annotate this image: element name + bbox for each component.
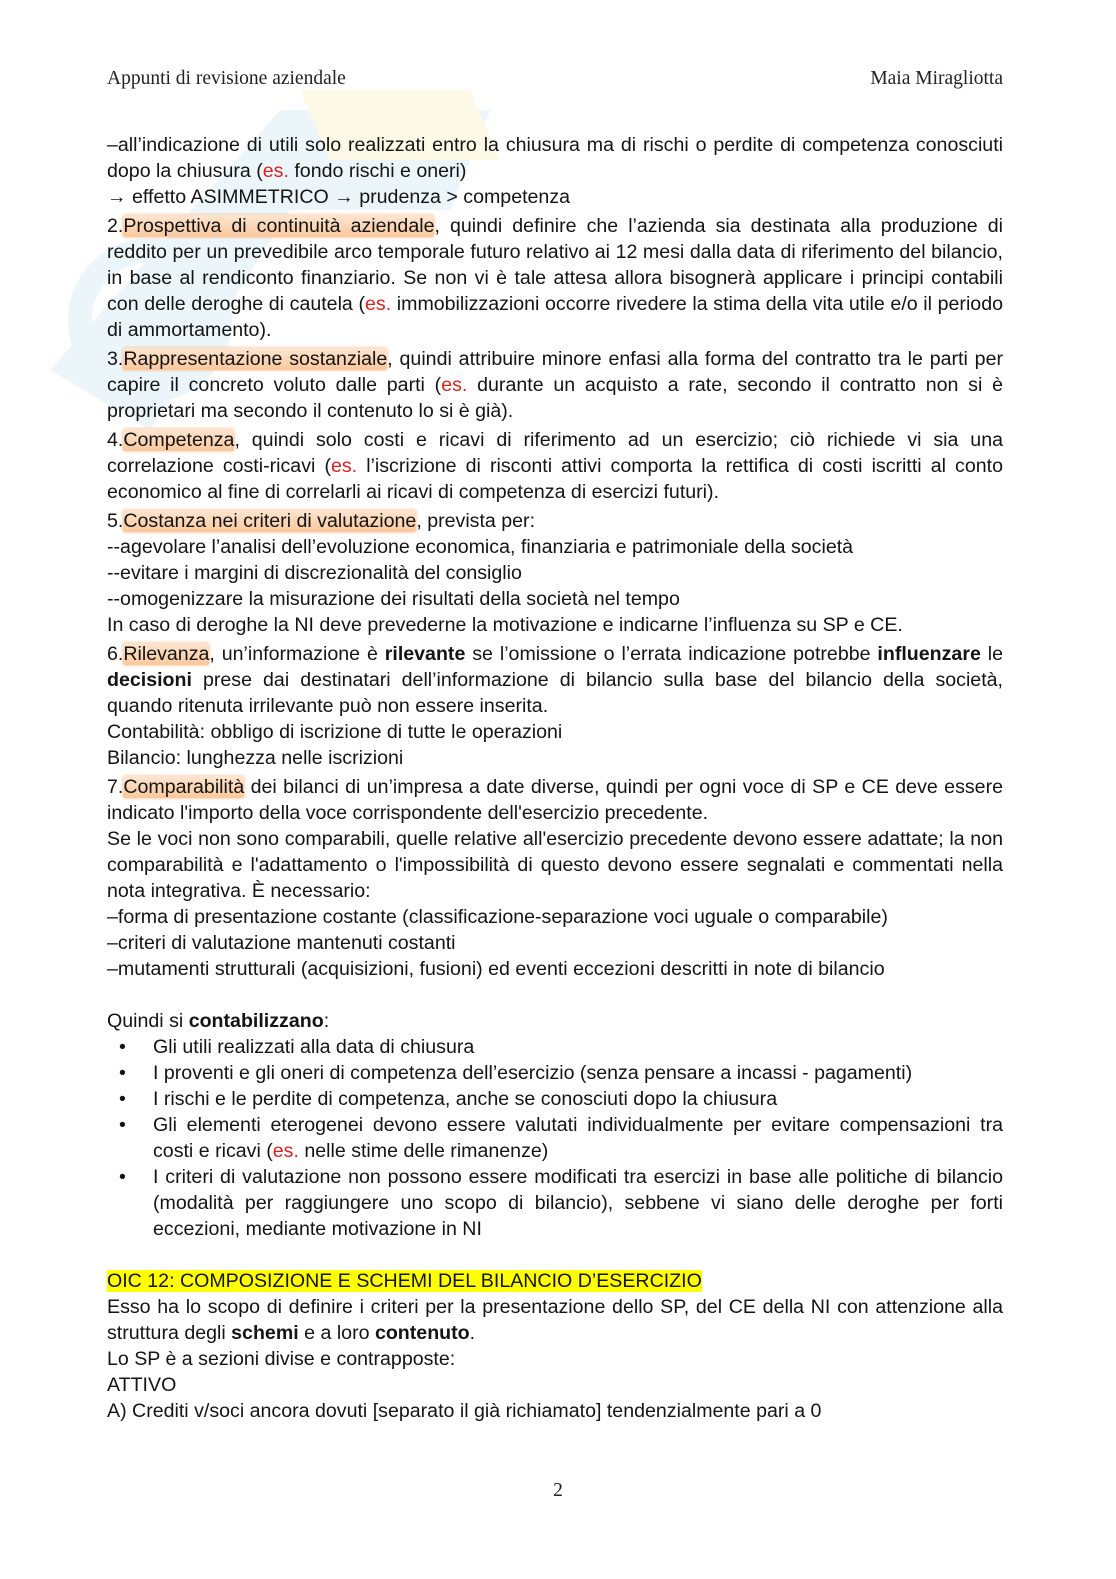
comparability-paragraph: Se le voci non sono comparabili, quelle relative all'esercizio precedente devono essere adattate; la non comparabilità e l'adattamento o l'impossibilità di questo devono essere segnalati e commentati nella nota integrativa. È necessario: [107,828,1003,902]
principle-3: 3.Rappresentazione sostanziale, quindi attribuire minore enfasi alla forma del contratto tra le parti per capire il concreto voluto dalle parti (es. durante un acquisto a rate, secondo il contratto non si è proprietari ma secondo il contenuto lo si è già). [107,348,1003,422]
principle-7: 7.Comparabilità dei bilanci di un’impresa a date diverse, quindi per ogni voce di SP e CE deve essere indicato l'importo della voce corrispondente dell'esercizio precedente. [107,776,1003,824]
bullet-icon: • [119,1088,126,1110]
bullet-icon: • [119,1114,126,1136]
attivo-line: ATTIVO [107,1374,177,1396]
es-marker: es. [441,374,468,396]
principle-5: 5.Costanza nei criteri di valutazione, prevista per: [107,510,536,532]
list-item: --evitare i margini di discrezionalità del consiglio [107,562,522,584]
bilancio-line: Bilancio: lunghezza nelle iscrizioni [107,747,404,769]
principle-2: 2.Prospettiva di continuità aziendale, quindi definire che l’azienda sia destinata alla produzione di reddito per un prevedibile arco temporale futuro relativo ai 12 mesi dalla data di riferimento del bilancio, in base al rendiconto finanziario. Se non vi è tale attesa allora bisognerà applicare i principi contabili con delle deroghe di cautela (es. immobilizzazioni occorre rivedere la stima della vita utile e/o il periodo di ammortamento). [107,215,1003,341]
bullet-icon: • [119,1166,126,1188]
list-item: --omogenizzare la misurazione dei risultati della società nel tempo [107,588,680,610]
page-number: 2 [553,1480,563,1501]
quindi-heading: Quindi si contabilizzano: [107,1010,330,1032]
header-author: Maia Miragliotta [870,68,1003,89]
principle-title: Rilevanza [123,643,210,665]
list-item: --agevolare l’analisi dell’evoluzione economica, finanziaria e patrimoniale della società [107,536,854,558]
es-marker: es. [262,160,289,182]
principle-6: 6.Rilevanza, un’informazione è rilevante se l’omissione o l’errata indicazione potrebbe influenzare le decisioni prese dai destinatari dell’informazione di bilancio sulla base del bilancio della società, quando ritenuta irrilevante può non essere inserita. [107,643,1003,717]
principle-title: Competenza [123,429,235,451]
oic-section-title: OIC 12: COMPOSIZIONE E SCHEMI DEL BILANCIO D’ESERCIZIO [107,1270,702,1292]
bullet-list [107,1034,1003,1242]
bullet-item: • Gli elementi eterogenei devono essere valutati individualmente per evitare compensazioni tra costi e ricavi (es. nelle stime delle rimanenze) [119,1114,1003,1162]
es-marker: es. [365,293,392,315]
principle-title: Comparabilità [123,776,245,798]
intro-arrow-line: → effetto ASIMMETRICO → prudenza > competenza [107,186,571,208]
principle-title: Costanza nei criteri di valutazione [123,510,417,532]
bullet-item: • Gli utili realizzati alla data di chiusura [119,1036,475,1058]
bullet-item: • I rischi e le perdite di competenza, anche se conosciuti dopo la chiusura [119,1088,778,1110]
contabilita-line: Contabilità: obbligo di iscrizione di tutte le operazioni [107,721,563,743]
bullet-icon: • [119,1062,126,1084]
bullet-icon: • [119,1036,126,1058]
running-header [107,68,1003,90]
sp-line: Lo SP è a sezioni divise e contrapposte: [107,1348,456,1370]
principle-title: Rappresentazione sostanziale [123,348,388,370]
es-marker: es. [272,1140,299,1162]
principle-4: 4.Competenza, quindi solo costi e ricavi di riferimento ad un esercizio; ciò richiede vi sia una correlazione costi-ricavi (es. l’iscrizione di risconti attivi comporta la rettifica di costi iscritti al conto economico al fine di correlarli ai ricavi di competenza di esercizi futuri). [107,429,1003,503]
bullet-item: • I criteri di valutazione non possono essere modificati tra esercizi in base alle politiche di bilancio (modalità per raggiungere uno scopo di bilancio), sebbene vi siano delle deroghe per forti eccezioni, mediante motivazione in NI [119,1166,1003,1240]
deroghe-line: In caso di deroghe la NI deve prevederne la motivazione e indicarne l’influenza su SP e CE. [107,614,903,636]
oic-paragraph: Esso ha lo scopo di definire i criteri per la presentazione dello SP, del CE della NI con attenzione alla struttura degli schemi e a loro contenuto. [107,1296,1003,1344]
principle-title: Prospettiva di continuità aziendale [123,215,435,237]
es-marker: es. [330,455,358,477]
bullet-item: • I proventi e gli oneri di competenza dell’esercizio (senza pensare a incassi - pagamenti) [119,1062,913,1084]
list-item: –criteri di valutazione mantenuti costanti [107,932,456,954]
intro-paragraph: –all’indicazione di utili solo realizzati entro la chiusura ma di rischi o perdite di competenza conosciuti dopo la chiusura (es. fondo rischi e oneri) [107,134,1003,182]
crediti-line: A) Crediti v/soci ancora dovuti [separato il già richiamato] tendenzialmente pari a 0 [107,1400,822,1422]
document-body [107,132,1003,1424]
header-title: Appunti di revisione aziendale [107,68,346,89]
list-item: –forma di presentazione costante (classificazione-separazione voci uguale o comparabile) [107,906,888,928]
list-item: –mutamenti strutturali (acquisizioni, fusioni) ed eventi eccezioni descritti in note di bilancio [107,958,885,980]
